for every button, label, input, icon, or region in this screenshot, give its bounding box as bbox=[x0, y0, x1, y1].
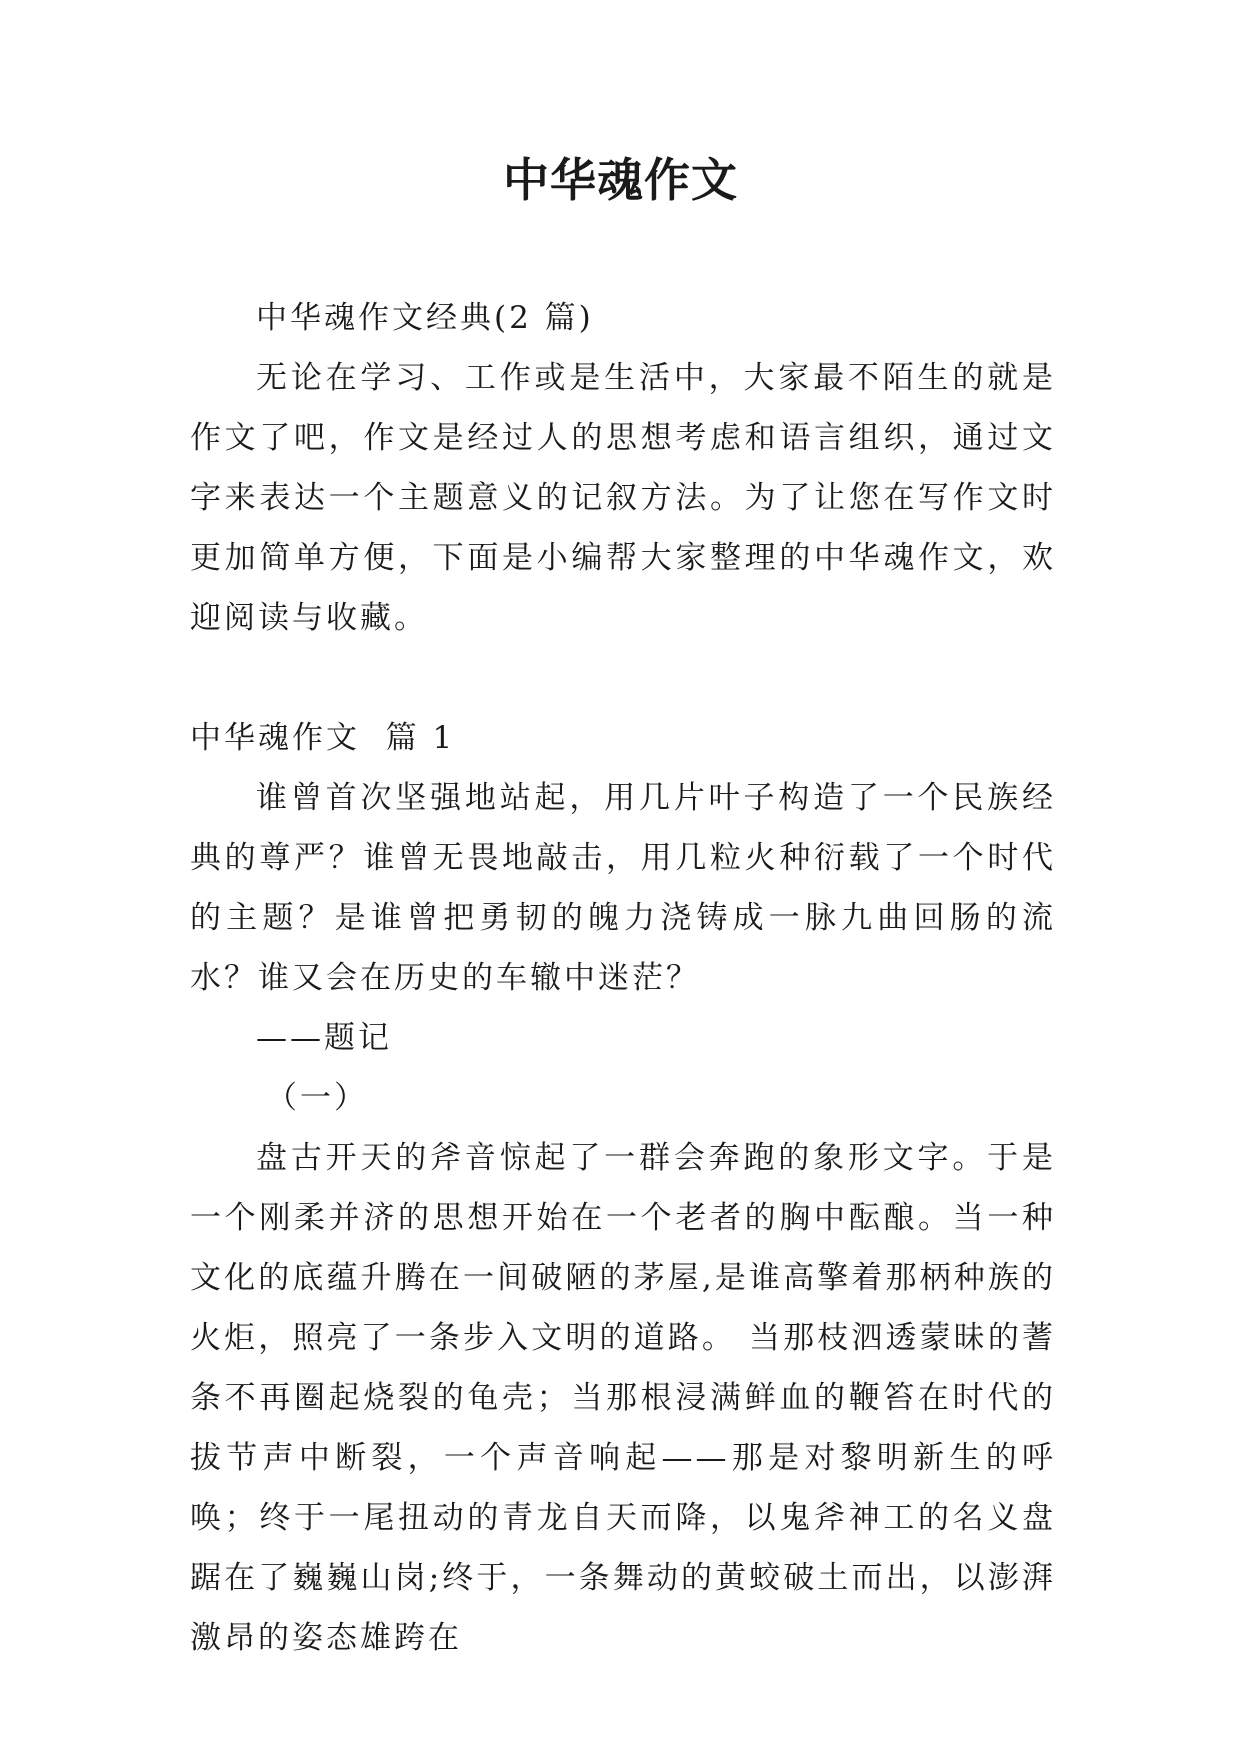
document-subtitle: 中华魂作文经典(2 篇) bbox=[256, 300, 594, 336]
epigraph-note: ——题记 bbox=[256, 1020, 392, 1056]
document-title: 中华魂作文 bbox=[503, 153, 738, 207]
section-heading: 中华魂作文 篇 1 bbox=[190, 720, 456, 756]
body-paragraph: 盘古开天的斧音惊起了一群会奔跑的象形文字。于是一个刚柔并济的思想开始在一个老者的胸中酝酿。当一种文化的底蕴升腾在一间破陋的茅屋,是谁高擎着那柄种族的火炬，照亮了一条步入文明的道路。 当那枝泗透蒙昧的蓍条不再圈起烧裂的龟壳；当那根浸满鲜血的鞭笞在时代的拔节声中断裂，一个声音响起——那是对黎明新生的呼唤；终于一尾扭动的青龙自天而降，以鬼斧神工的名义盘踞在了巍巍山岗;终于，一条舞动的黄蛟破土而出，以澎湃激昂的姿态雄跨在 bbox=[190, 1140, 1056, 1656]
epigraph-paragraph: 谁曾首次坚强地站起，用几片叶子构造了一个民族经典的尊严？谁曾无畏地敲击，用几粒火种衍载了一个时代的主题？是谁曾把勇韧的魄力浇铸成一脉九曲回肠的流水？谁又会在历史的车辙中迷茫？ bbox=[190, 780, 1056, 996]
intro-paragraph: 无论在学习、工作或是生活中，大家最不陌生的就是作文了吧，作文是经过人的思想考虑和语言组织，通过文字来表达一个主题意义的记叙方法。为了让您在写作文时更加简单方便，下面是小编帮大家整理的中华魂作文，欢迎阅读与收藏。 bbox=[190, 360, 1056, 636]
spacer bbox=[190, 648, 1056, 708]
document-body bbox=[190, 288, 1056, 1668]
part-marker: （一） bbox=[266, 1080, 368, 1116]
